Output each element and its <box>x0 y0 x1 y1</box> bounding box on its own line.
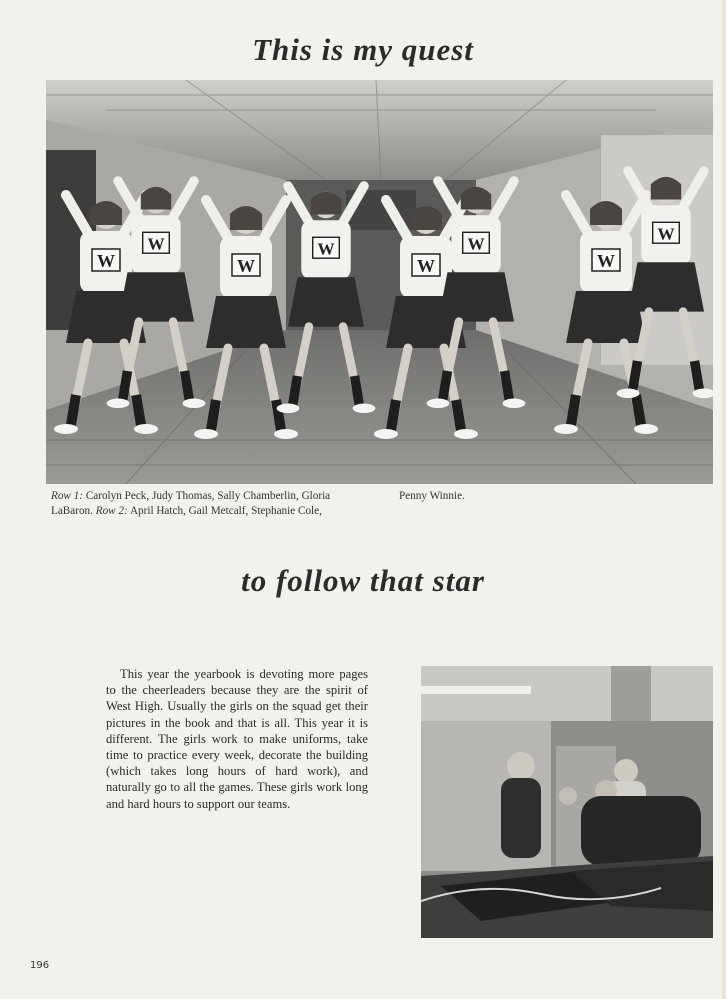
caption-row2-label: Row 2: <box>95 505 128 517</box>
sweater-letter: W <box>97 251 115 271</box>
photo-caption-right: Penny Winnie. <box>399 490 465 502</box>
girls-working-photo <box>421 666 713 938</box>
headline-top: This is my quest <box>252 32 474 67</box>
caption-row1-names: Carolyn Peck, Judy Thomas, Sally Chamberlin, Gloria <box>85 490 331 502</box>
caption-row1-label: Row 1: <box>51 490 84 502</box>
body-paragraph: This year the yearbook is devoting more pages to the cheerleaders because they are the spirit of West High. Usually the girls on the squad get their pictures in the book and that is all. This year it is different. The girls work to make uniforms, take time to practice every week, decorate the building (which takes long hours of hard work), and naturally go to all the games. These girls work long and hard hours to support our teams. <box>106 667 368 811</box>
sweater-letter: W <box>467 234 485 254</box>
sweater-letter: W <box>317 239 335 259</box>
sweater-letter: W <box>147 234 165 254</box>
sweater-letter: W <box>597 251 615 271</box>
caption-row1-names-cont: LaBaron. <box>51 505 93 517</box>
sweater-letter: W <box>417 256 435 276</box>
caption-row2-names: April Hatch, Gail Metcalf, Stephanie Cole, <box>129 505 322 517</box>
headline-bottom: to follow that star <box>241 563 485 598</box>
sweater-letter: W <box>237 256 255 276</box>
page-number: 196 <box>30 960 50 971</box>
sweater-letter: W <box>657 224 675 244</box>
page-edge <box>722 0 726 999</box>
photo-caption-left <box>51 489 371 519</box>
cheerleaders-photo <box>46 80 713 484</box>
